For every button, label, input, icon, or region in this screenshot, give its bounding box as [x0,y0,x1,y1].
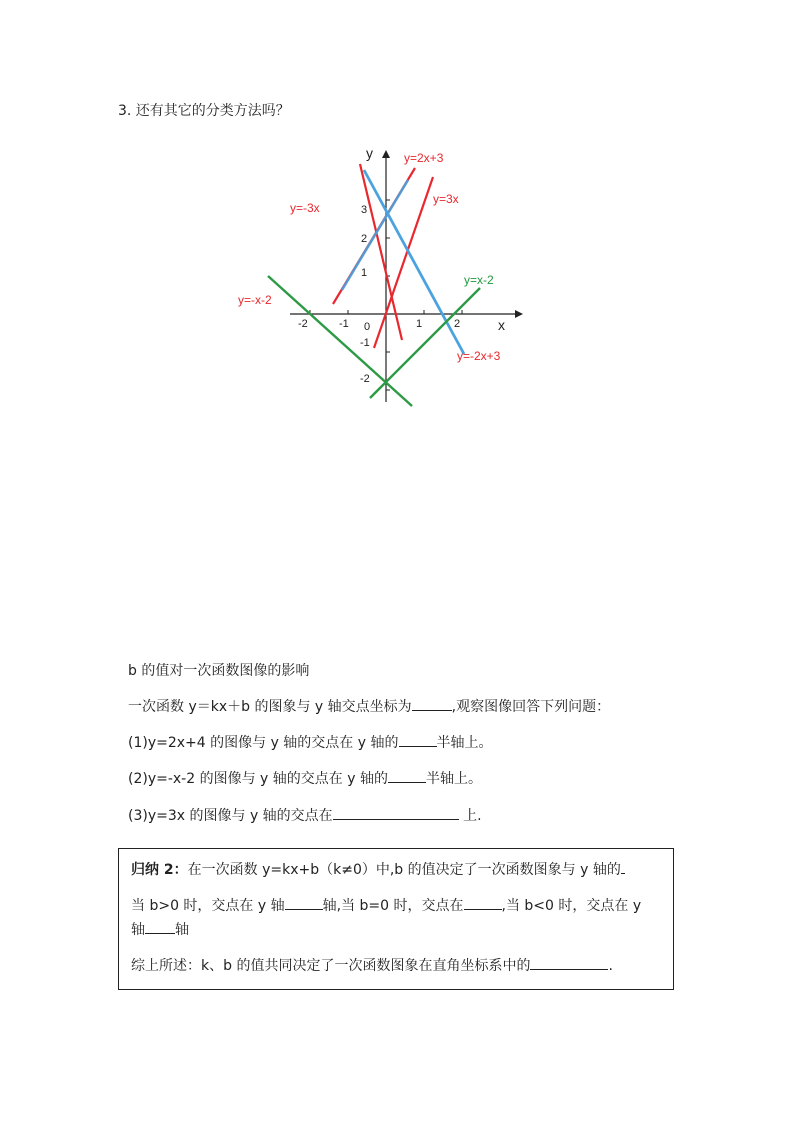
axis-label-x: x [498,317,505,333]
y-tick-label: 3 [361,204,368,216]
summary-line-4 [131,955,613,975]
b-section-intro [128,696,610,716]
question-1 [128,732,493,752]
summary-text: 综上所述：k、b 的值共同决定了一次函数图象在直角坐标系中的 [131,958,531,974]
line-label: y=2x+3 [404,151,444,165]
y-tick-label: -1 [360,337,370,349]
intro-text-a: 一次函数 y＝kx＋b 的图象与 y 轴交点坐标为 [128,699,412,715]
summary-line-1 [131,859,625,879]
b-section-title: b 的值对一次函数图像的影响 [128,663,310,679]
line-label: y=-x-2 [238,293,272,307]
answer-blank[interactable] [145,919,175,934]
axis-label-y: y [366,145,373,161]
line-label: y=-3x [290,201,320,215]
origin-label: 0 [364,321,371,333]
summary-line-3 [131,919,189,939]
answer-blank[interactable] [530,955,608,970]
summary-text: 在一次函数 y=kx+b（k≠0）中,b 的值决定了一次函数图象与 y 轴的 [187,862,621,878]
answer-blank[interactable] [399,732,437,747]
summary-text: 当 b>0 时，交点在 y 轴 [131,898,285,914]
y-axis-arrow [382,150,390,158]
summary-text: ,当 b<0 时，交点在 y [501,898,642,914]
x-tick-label: 2 [454,318,461,330]
summary-text: . [608,958,613,974]
answer-blank[interactable] [412,696,452,711]
answer-blank[interactable] [285,895,323,910]
y-tick-label: 1 [361,267,368,279]
answer-blank[interactable] [621,859,625,874]
y-tick-label: 2 [361,233,368,245]
question-text: (2)y=-x-2 的图像与 y 轴的交点在 y 轴的 [128,771,388,787]
linear-functions-graph [230,140,530,410]
summary-line-2 [131,895,641,915]
line-label: y=3x [433,192,459,206]
x-tick-label: 1 [416,318,423,330]
answer-blank[interactable] [333,805,459,820]
x-axis-arrow [515,310,523,318]
question-text: (1)y=2x+4 的图像与 y 轴的交点在 y 轴的 [128,735,399,751]
answer-blank[interactable] [464,895,502,910]
question-text: 半轴上。 [436,735,493,751]
answer-blank[interactable] [388,768,426,783]
question-text: 上. [458,808,482,824]
line-label: y=x-2 [464,273,494,287]
question-text: (3)y=3x 的图像与 y 轴的交点在 [128,808,333,824]
question-text: 半轴上。 [425,771,482,787]
summary-text: 轴 [131,922,145,938]
summary-label: 归纳 2： [131,862,188,878]
x-tick-label: -2 [298,318,308,330]
summary-text: 轴,当 b=0 时，交点在 [322,898,464,914]
summary-box [118,848,674,990]
question-heading: 3. 还有其它的分类方法吗？ [118,103,290,119]
question-2 [128,768,482,788]
line-label: y=-2x+3 [457,349,501,363]
y-tick-label: -2 [360,373,370,385]
summary-text: 轴 [175,922,189,938]
x-tick-label: -1 [339,318,349,330]
question-3 [128,805,482,825]
intro-text-b: ,观察图像回答下列问题： [451,699,611,715]
